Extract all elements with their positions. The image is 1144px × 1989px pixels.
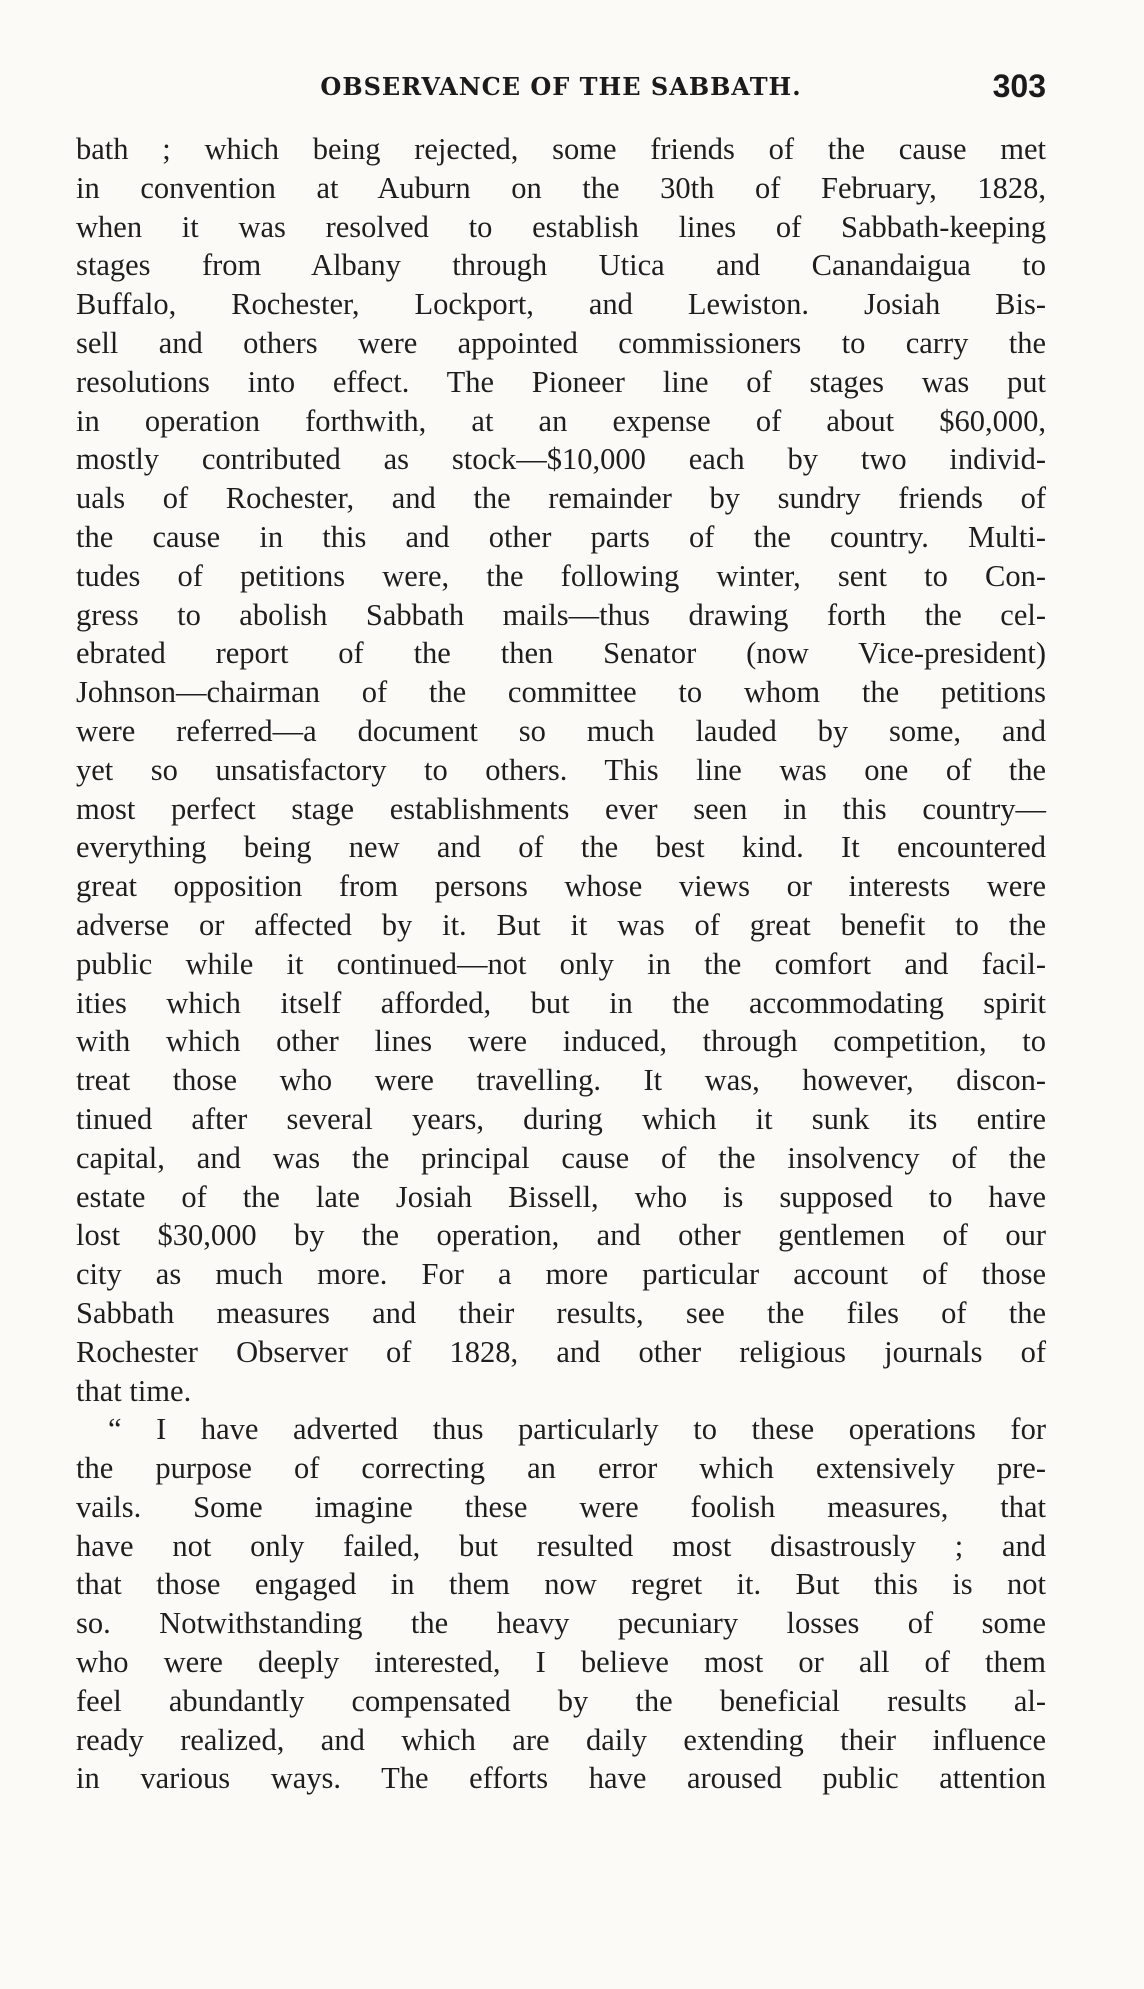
text-line: vails. Some imagine these were foolish measures, that (76, 1489, 1046, 1524)
text-line: who were deeply interested, I believe most or all of them (76, 1645, 1046, 1680)
text-line: Sabbath measures and their results, see the files of the (76, 1295, 1046, 1330)
text-line: city as much more. For a more particular account of those (76, 1257, 1046, 1292)
text-line: in convention at Auburn on the 30th of February, 1828, (76, 170, 1046, 205)
text-line: public while it continued—not only in the comfort and facil- (76, 946, 1046, 981)
text-line: gress to abolish Sabbath mails—thus drawing forth the cel- (76, 597, 1046, 632)
text-line: capital, and was the principal cause of the insolvency of the (76, 1140, 1046, 1175)
text-line: tinued after several years, during which it sunk its entire (76, 1101, 1046, 1136)
text-line: the cause in this and other parts of the country. Multi- (76, 519, 1046, 554)
text-line: so. Notwithstanding the heavy pecuniary losses of some (76, 1606, 1046, 1641)
text-line: sell and others were appointed commissioners to carry the (76, 325, 1046, 360)
body-text (76, 130, 1046, 1798)
text-line: Johnson—chairman of the committee to whom the petitions (76, 675, 1046, 710)
running-title: OBSERVANCE OF THE SABBATH. (320, 72, 802, 101)
text-line: resolutions into effect. The Pioneer line of stages was put (76, 364, 1046, 399)
text-line: in various ways. The efforts have aroused public attention (76, 1761, 1046, 1796)
text-line: ebrated report of the then Senator (now Vice-president) (76, 636, 1046, 671)
running-head (76, 68, 1046, 108)
text-line: bath ; which being rejected, some friends of the cause met (76, 132, 1046, 166)
text-line: mostly contributed as stock—$10,000 each by two individ- (76, 442, 1046, 477)
text-line: with which other lines were induced, through competition, to (76, 1024, 1046, 1059)
text-line: lost $30,000 by the operation, and other gentlemen of our (76, 1218, 1046, 1253)
text-line: uals of Rochester, and the remainder by sundry friends of (76, 481, 1046, 516)
text-line: ready realized, and which are daily extending their influence (76, 1722, 1046, 1757)
text-line: that those engaged in them now regret it. But this is not (76, 1567, 1046, 1602)
text-line: great opposition from persons whose views or interests were (76, 869, 1046, 904)
text-line: estate of the late Josiah Bissell, who is supposed to have (76, 1179, 1046, 1214)
text-line: everything being new and of the best kind. It encountered (76, 830, 1046, 865)
text-line: Rochester Observer of 1828, and other religious journals of (76, 1334, 1046, 1369)
text-line: yet so unsatisfactory to others. This line was one of the (76, 752, 1046, 787)
paragraph-start-line: “ I have adverted thus particularly to these operations for (108, 1412, 1046, 1447)
text-line: most perfect stage establishments ever seen in this country— (76, 791, 1046, 826)
text-line: Buffalo, Rochester, Lockport, and Lewiston. Josiah Bis- (76, 287, 1046, 322)
text-line: were referred—a document so much lauded by some, and (76, 713, 1046, 748)
text-line: in operation forthwith, at an expense of about $60,000, (76, 403, 1046, 438)
text-line: have not only failed, but resulted most disastrously ; and (76, 1528, 1046, 1563)
page-number: 303 (992, 68, 1046, 104)
text-line: treat those who were travelling. It was, however, discon- (76, 1063, 1046, 1098)
text-line: ities which itself afforded, but in the accommodating spirit (76, 985, 1046, 1020)
text-line: feel abundantly compensated by the beneficial results al- (76, 1683, 1046, 1718)
text-line: adverse or affected by it. But it was of great benefit to the (76, 907, 1046, 942)
paragraph-end-line: that time. (76, 1373, 192, 1408)
text-line: when it was resolved to establish lines of Sabbath-keeping (76, 209, 1046, 244)
text-line: stages from Albany through Utica and Canandaigua to (76, 248, 1046, 283)
text-line: the purpose of correcting an error which extensively pre- (76, 1451, 1046, 1486)
text-line: tudes of petitions were, the following winter, sent to Con- (76, 558, 1046, 593)
